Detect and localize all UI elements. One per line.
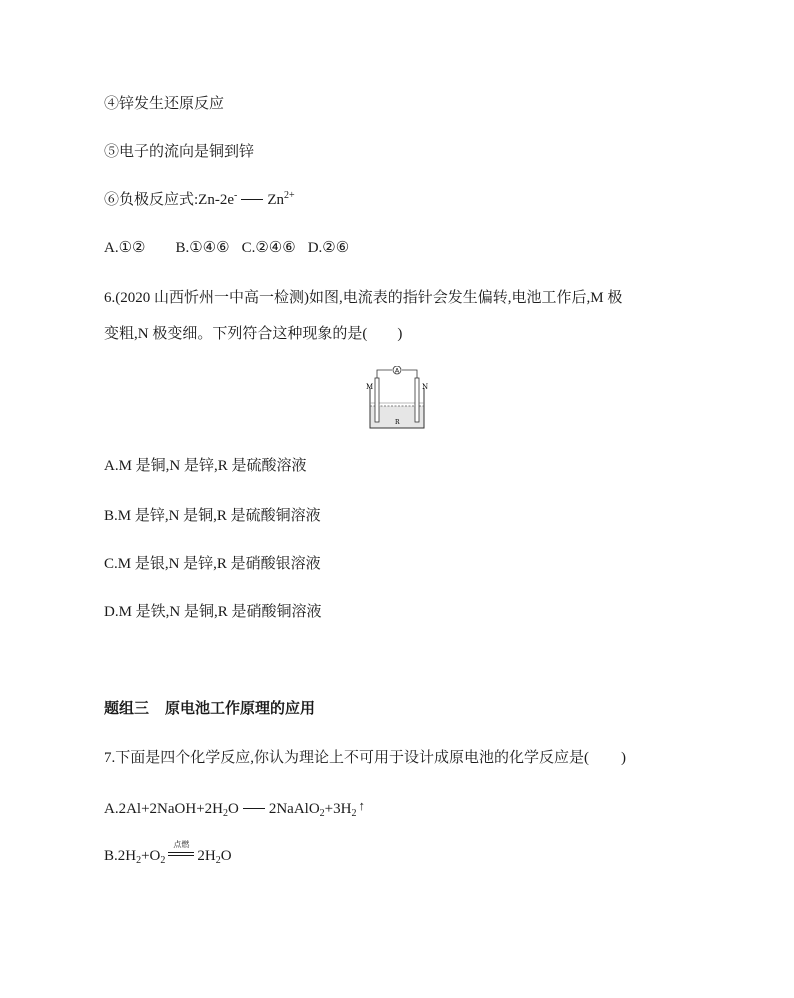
q7-a-rhs-sub2: 2 (351, 808, 357, 819)
solution-label: R (395, 419, 400, 426)
q6-option-a (104, 456, 307, 476)
q7-a-lhs-part2: O (228, 801, 239, 817)
q5-options (104, 238, 349, 258)
ammeter-label: A (394, 367, 400, 375)
statement-5-text: ⑤电子的流向是铜到锌 (104, 144, 255, 160)
q5-option-b: B.①④⑥ (175, 240, 230, 256)
q6-close-paren: ) (397, 326, 403, 342)
reaction-condition (168, 840, 194, 861)
q5-option-c: C.②④⑥ (241, 240, 296, 256)
q6-option-c (104, 554, 321, 574)
q6-option-b (104, 506, 321, 526)
q7-stem (104, 748, 626, 768)
section-3-title: 原电池工作原理的应用 (165, 699, 316, 717)
q7-a-lhs-part1: A.2Al+2NaOH+2H (104, 801, 223, 817)
electrode-m-label: M (366, 383, 374, 391)
section-3-label: 题组三 (104, 699, 150, 717)
q5-option-a: A.①② (104, 240, 146, 256)
q7-option-b (104, 840, 232, 866)
q7-b-lhs-sub1: 2 (136, 855, 142, 866)
q6-option-a-text: A.M 是铜,N 是锌,R 是硫酸溶液 (104, 458, 307, 474)
electron-charge: - (233, 190, 238, 201)
q7-a-arrow (243, 808, 265, 809)
q7-b-rhs-part1: 2H (197, 848, 216, 864)
gas-arrow-icon: ↑ (358, 798, 365, 813)
galvanic-cell-diagram (362, 366, 432, 432)
q7-b-lhs-sub2: 2 (160, 855, 166, 866)
electrode-n (415, 378, 419, 422)
q6-option-b-text: B.M 是锌,N 是铜,R 是硫酸铜溶液 (104, 508, 321, 524)
q6-option-d (104, 602, 322, 622)
q7-b-rhs-sub: 2 (215, 855, 221, 866)
reaction-arrow (241, 199, 263, 200)
q7-b-lhs-part2: +O (141, 848, 161, 864)
q6-stem-line1 (104, 288, 622, 308)
q6-option-d-text: D.M 是铁,N 是铜,R 是硝酸铜溶液 (104, 604, 322, 620)
q6-stem-line2-text: 变粗,N 极变细。下列符合这种现象的是( (104, 326, 368, 342)
statement-6-prefix: ⑥负极反应式:Zn-2e (104, 192, 234, 208)
q6-option-c-text: C.M 是银,N 是锌,R 是硝酸银溶液 (104, 556, 321, 572)
q7-a-rhs-sub1: 2 (319, 808, 325, 819)
q6-stem-line1-text: 6.(2020 山西忻州一中高一检测)如图,电流表的指针会发生偏转,电池工作后,M 极 (104, 290, 623, 306)
electrode-n-label: N (422, 383, 429, 391)
statement-5 (104, 142, 254, 162)
zinc-ion-charge: 2+ (284, 190, 295, 201)
q7-close-paren: ) (621, 750, 626, 766)
q7-a-rhs-part2: +3H (324, 801, 352, 817)
q7-a-lhs-sub: 2 (223, 808, 228, 819)
q7-stem-text: 7.下面是四个化学反应,你认为理论上不可用于设计成原电池的化学反应是( (104, 750, 589, 766)
electrode-m (375, 378, 379, 422)
q7-b-rhs-part2: O (220, 848, 232, 864)
q5-option-d: D.②⑥ (307, 240, 350, 256)
q7-b-lhs-part1: B.2H (104, 848, 137, 864)
statement-6 (104, 190, 295, 210)
statement-6-product: Zn (267, 192, 284, 208)
q7-option-a (104, 796, 365, 819)
condition-label: 点燃 (173, 840, 190, 849)
q6-stem-line2 (104, 324, 402, 344)
statement-4-text: ④锌发生还原反应 (104, 96, 225, 112)
section-3-heading (104, 698, 315, 718)
statement-4 (104, 94, 224, 114)
q7-a-rhs-part1: 2NaAlO (268, 801, 320, 817)
